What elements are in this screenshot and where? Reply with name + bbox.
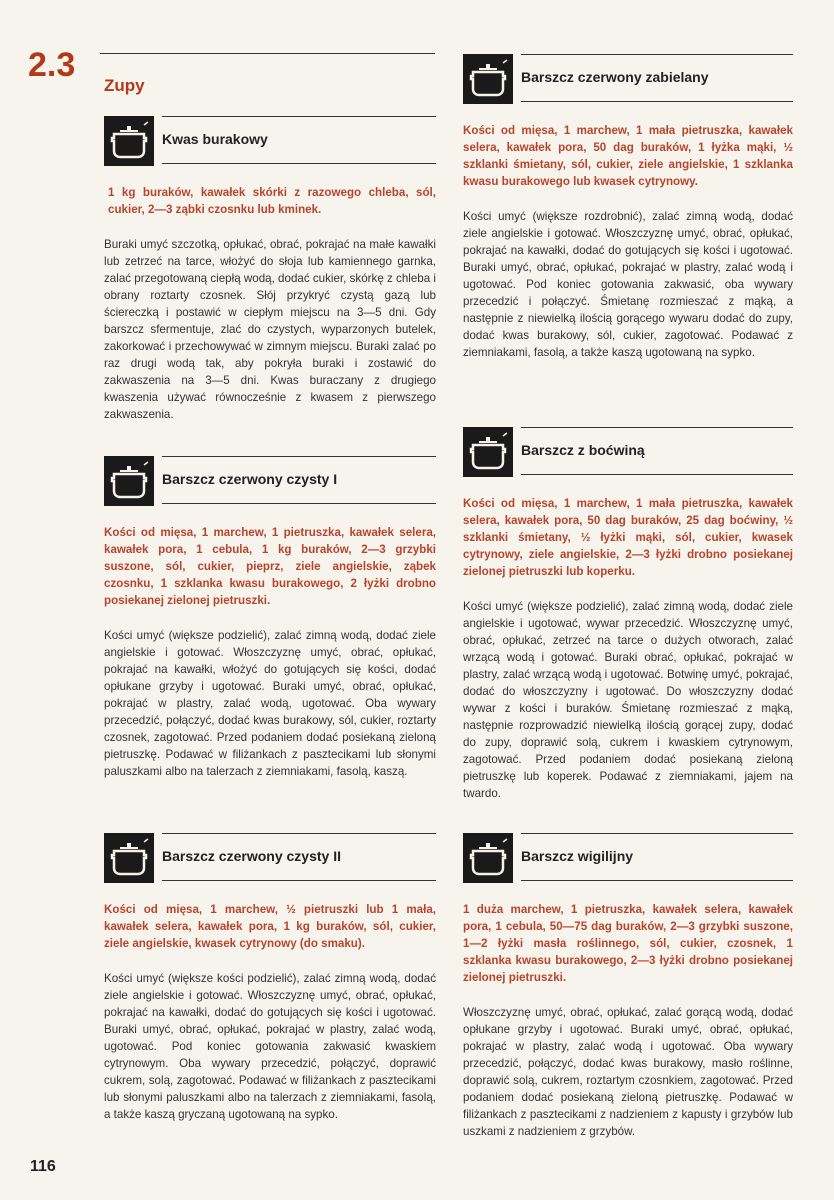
recipe-barszcz-czysty-1: [104, 456, 436, 780]
recipe-header: [463, 427, 793, 477]
recipe-barszcz-zabielany: [463, 54, 793, 361]
recipe-barszcz-czysty-2: [104, 833, 436, 1123]
recipe-ingredients: Kości od mięsa, 1 marchew, 1 mała pietruszka, kawałek selera, kawałek pora, 50 dag buraków, 1 łyżka mąki, ½ szklanki śmietany, sól, cukier, ziele angielskie, 1 szklanka kwasu burakowego lub kwasek cytrynowy.: [463, 124, 793, 188]
section-number: 2.3: [28, 46, 76, 84]
pot-icon: [104, 833, 154, 883]
recipe-ingredients: 1 kg buraków, kawałek skórki z razowego chleba, sól, cukier, 2—3 ząbki czosnku lub kminek.: [108, 186, 436, 216]
recipe-ingredients: Kości od mięsa, 1 marchew, ½ pietruszki lub 1 mała, kawałek selera, kawałek pora, 1 kg buraków, sól, cukier, ziele angielskie, kwasek cytrynowy (do smaku).: [104, 903, 436, 950]
recipe-header: [104, 116, 436, 166]
section-title: Zupy: [104, 76, 145, 95]
pot-icon: [463, 427, 513, 477]
recipe-method: Kości umyć (większe podzielić), zalać zimną wodą, dodać ziele angielskie i ugotować, wywar przecedzić. Włoszczyznę umyć, obrać, opłukać, zetrzeć na tarce o dużych otworach, zalać wrzącą wodą i gotować. Buraki obrać, opłukać, pokrajać w plastry, zalać wrzącą wodą i ugotować. Botwinę umyć, pokrajać, dodać do włoszczyzny i ugotować. Do włoszczyzny dodać wywar z kości i buraków. Śmietanę rozmieszać z mąką, następnie rozprowadzić niewielką ilością gorącej zupy, dodać do zupy, doprawić solą, cukrem i kwaskiem cytrynowym, zagotować. Przed podaniem dodać posiekaną zieloną pietruszkę lub koperek. Podawać z ziemniakami, jajem na twardo.: [463, 600, 793, 800]
recipe-title: Barszcz czerwony czysty II: [162, 848, 341, 864]
pot-icon: [104, 116, 154, 166]
recipe-header: [104, 833, 436, 883]
recipe-title: Barszcz wigilijny: [521, 848, 634, 864]
pot-icon: [463, 833, 513, 883]
recipe-barszcz-wigilijny: [463, 833, 793, 1140]
recipe-method: Buraki umyć szczotką, opłukać, obrać, pokrajać na małe kawałki lub zetrzeć na tarce, włożyć do słoja lub kamiennego garnka, zalać przegotowaną ciepłą wodą, dodać cukier, skórkę z chleba i obrany roztarty czosnek. Słój przykryć czystą gazą lub ściereczką i postawić w ciepłym miejscu na 3—5 dni. Gdy barszcz sfermentuje, zlać do czystych, wyparzonych butelek, zakorkować i przechowywać w zimnym miejscu. Buraki zalać po raz drugi wodą tak, aby pokryła buraki i zostawić do zakwaszenia na 3—5 dni. Kwas buraczany z drugiego kwaszenia używać równocześnie z kwasem z pierwszego zakwaszenia.: [104, 238, 436, 421]
recipe-title: Barszcz z boćwiną: [521, 442, 645, 458]
recipe-method: Kości umyć (większe kości podzielić), zalać zimną wodą, dodać ziele angielskie i gotować. Włoszczyznę umyć, obrać, opłukać, pokrajać na kawałki, dodać do gotujących się kości i ugotować. Buraki umyć, obrać, opłukać, pokrajać w plastry, zalać wodą, ugotować. Pod koniec gotowania zakwasić kwaskiem cytrynowym. Oba wywary przecedzić, połączyć, doprawić cukrem, solą, zagotować. Podawać w filiżankach z pasztecikami lub słonymi paluszkami albo na talerzach z ziemniakami, fasolą, a także kaszą gryczaną ugotowaną na sypko.: [104, 972, 436, 1121]
recipe-ingredients: 1 duża marchew, 1 pietruszka, kawałek selera, kawałek pora, 1 cebula, 50—75 dag buraków, 2—3 grzybki suszone, 1—2 łyżki masła roślinnego, sól, cukier, czosnek, 1 szklanka kwasu burakowego, 2—3 łyżki drobno posiekanej zielonej pietruszki.: [463, 903, 793, 984]
recipe-title: Barszcz czerwony zabielany: [521, 69, 709, 85]
recipe-header: [463, 54, 793, 104]
recipe-title: Barszcz czerwony czysty I: [162, 471, 338, 487]
recipe-barszcz-z-bocwina: [463, 427, 793, 802]
recipe-method: Kości umyć (większe rozdrobnić), zalać zimną wodą, dodać ziele angielskie i gotować. Włoszczyznę umyć, obrać, opłukać, pokrajać na kawałki, dodać do gotujących się kości i ugotować. Buraki umyć, obrać, opłukać, pokrajać w plastry, zalać wodą i ugotować. Pod koniec gotowania zakwasić, oba wywary przecedzić i połączyć. Śmietanę rozmieszać z mąką, a następnie z niewielką ilością gorącego wywaru dodać do zupy, dodać kwas burakowy, sól, cukier, zagotować. Podawać z ziemniakami, fasolą, a także kaszą ugotowaną na sypko.: [463, 210, 793, 359]
section-rule: [100, 53, 435, 54]
recipe-title: Kwas burakowy: [162, 131, 268, 147]
recipe-ingredients: Kości od mięsa, 1 marchew, 1 mała pietruszka, kawałek selera, kawałek pora, 50 dag buraków, 25 dag boćwiny, ½ szklanki śmietany, ½ łyżki mąki, sól, cukier, kwasek cytrynowy, ziele angielskie, 2—3 łyżki drobno posiekanej zielonej pietruszki lub koperku.: [463, 497, 793, 578]
recipe-method: Włoszczyznę umyć, obrać, opłukać, zalać gorącą wodą, dodać opłukane grzyby i ugotować. Buraki umyć, obrać, opłukać, pokrajać w plastry, zalać wodą i ugotować. Oba wywary przecedzić, połączyć, dodać kwas burakowy, masło roślinne, doprawić solą, cukrem, roztartym czosnkiem, zagotować. Przed podaniem dodać posiekaną zieloną pietruszkę. Podawać w filiżankach z pasztecikami z nadzieniem z kapusty i grzybów lub uszkami z nadzieniem z grzybów.: [463, 1006, 793, 1138]
recipe-kwas-burakowy: [104, 116, 436, 423]
page-number: 116: [30, 1158, 56, 1175]
recipe-ingredients: Kości od mięsa, 1 marchew, 1 pietruszka, kawałek selera, kawałek pora, 1 cebula, 1 kg buraków, 2—3 grzybki suszone, sól, cukier, pieprz, ziele angielskie, ząbek czosnku, 1 szklanka kwasu burakowego, 2 łyżki drobno posiekanej zielonej pietruszki.: [104, 526, 436, 607]
pot-icon: [104, 456, 154, 506]
recipe-method: Kości umyć (większe podzielić), zalać zimną wodą, dodać ziele angielskie i gotować. Włoszczyznę umyć, obrać, opłukać, pokrajać na kawałki, włożyć do gotujących się kości, dodać opłukane grzyby i ugotować. Buraki umyć, obrać, opłukać, pokrajać w plastry, zalać wodą, ugotować. Oba wywary przecedzić, połączyć, dodać kwas burakowy, sól, cukier, roztarty czosnek, zagotować. Przed podaniem dodać posiekaną zieloną pietruszkę. Podawać w filiżankach z pasztecikami lub słonymi paluszkami albo na talerzach z ziemniakami, fasolą, kaszą.: [104, 629, 436, 778]
pot-icon: [463, 54, 513, 104]
recipe-header: [104, 456, 436, 506]
recipe-header: [463, 833, 793, 883]
